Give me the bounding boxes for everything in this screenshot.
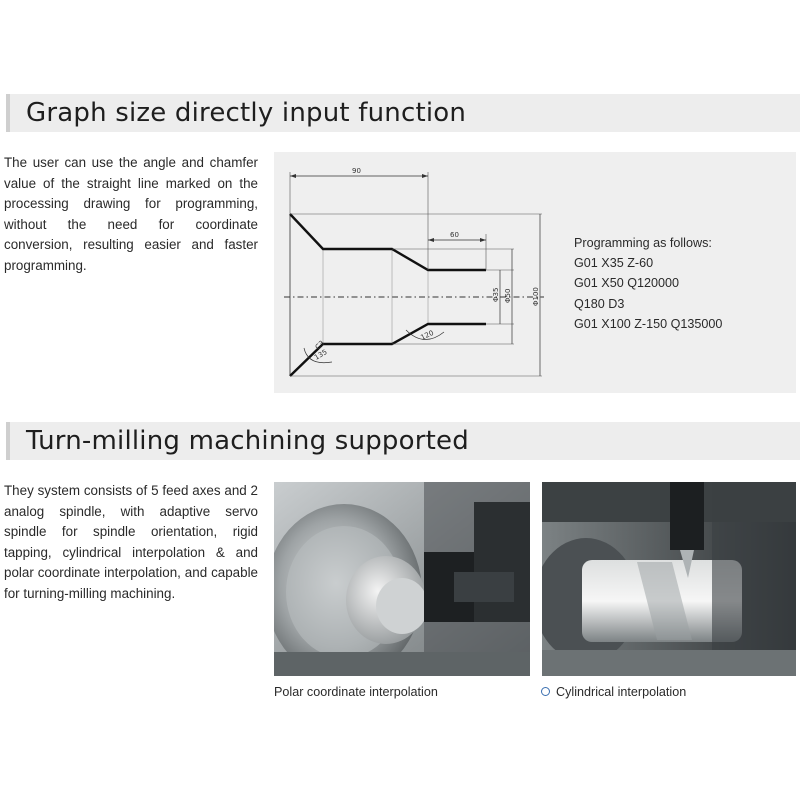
- angle-135: 135: [313, 348, 329, 362]
- section-header-graph-size: [6, 94, 800, 132]
- code-line: G01 X100 Z-150 Q135000: [574, 316, 723, 331]
- arrow-head: [422, 174, 428, 178]
- code-line: G01 X35 Z-60: [574, 256, 654, 271]
- arrow-head: [480, 238, 486, 242]
- diameter-100: Φ100: [532, 287, 540, 306]
- diameter-50: Φ50: [504, 288, 512, 303]
- code-line: Q180 D3: [574, 296, 625, 311]
- arrow-head: [428, 238, 434, 242]
- code-line: G01 X50 Q120000: [574, 276, 680, 291]
- bullet-icon: [541, 687, 550, 696]
- part-profile-top: [290, 214, 486, 270]
- section-header-turn-milling: [6, 422, 800, 460]
- photo-polar-interpolation: [274, 482, 530, 676]
- caption-polar: Polar coordinate interpolation: [274, 685, 438, 699]
- graph-size-description: The user can use the angle and chamfer value of the straight line marked on the processing drawing for programming, without the need for coordinate conversion, resulting easier and faster programming.: [4, 155, 258, 273]
- programming-heading: Programming as follows:: [574, 236, 712, 250]
- turn-milling-description: They system consists of 5 feed axes and 2 analog spindle, with adaptive servo spindle for spindle orientation, rigid tapping, cylindrical interpolation & and polar coordinate interpolation, and capable for turning-milling machining.: [4, 483, 258, 601]
- machining-photo: [542, 482, 796, 676]
- caption-cylindrical: [541, 685, 686, 699]
- chamfer-c3: C3: [313, 339, 327, 352]
- section-title: Graph size directly input function: [26, 98, 467, 128]
- dimension-90: 90: [352, 167, 361, 175]
- technical-drawing-panel: [274, 152, 796, 393]
- angle-120: 120: [419, 328, 435, 342]
- section-title: Turn-milling machining supported: [26, 426, 469, 456]
- programming-code: [574, 233, 722, 334]
- photo-cylindrical-interpolation: [542, 482, 796, 676]
- arrow-head: [290, 174, 296, 178]
- machining-photo: [274, 482, 530, 676]
- caption-cylindrical-text: Cylindrical interpolation: [556, 685, 687, 699]
- diameter-35: Φ35: [492, 287, 500, 302]
- dimension-60: 60: [450, 231, 459, 239]
